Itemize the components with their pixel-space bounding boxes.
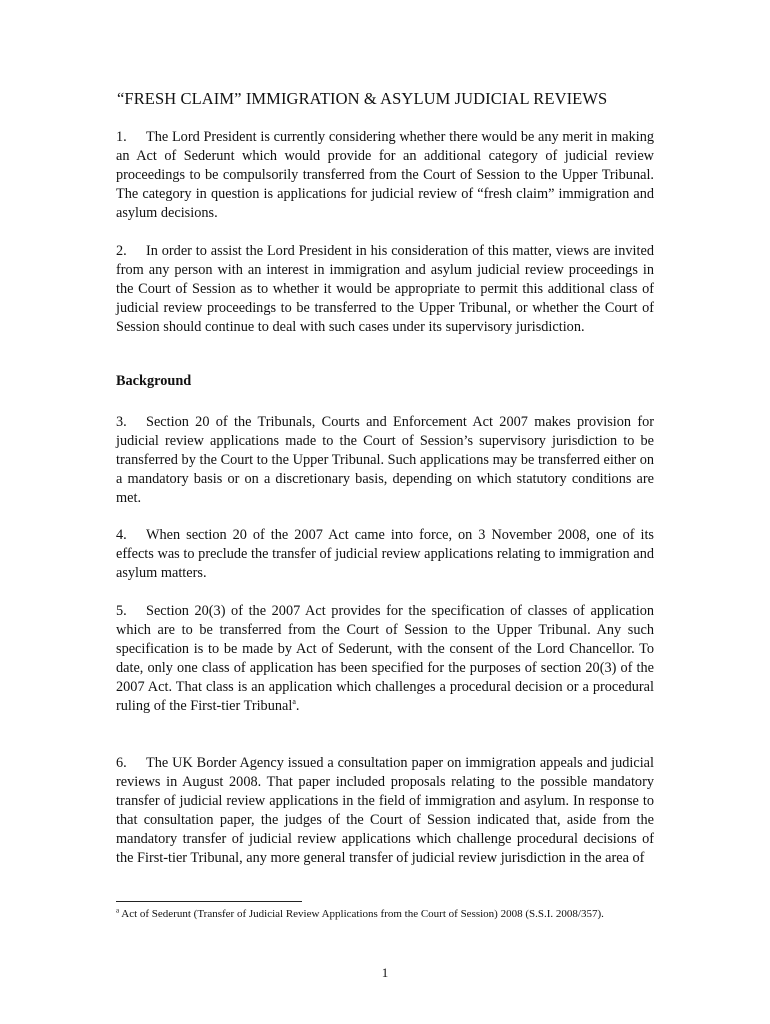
document-title: “FRESH CLAIM” IMMIGRATION & ASYLUM JUDICIAL REVIEWS xyxy=(117,89,608,108)
paragraph-1 xyxy=(116,128,654,223)
section-heading-background: Background xyxy=(116,373,192,389)
paragraph-text: The UK Border Agency issued a consultation paper on immigration appeals and judicial reviews in August 2008. That paper included proposals relating to the possible mandatory transfer of judicial review applications in the field of immigration and asylum. In response to that consultation paper, the judges of the Court of Session indicated that, aside from the mandatory transfer of judicial review applications which challenge procedural decisions of the First-tier Tribunal, any more general transfer of judicial review jurisdiction in the area of xyxy=(116,755,654,866)
paragraph-text: The Lord President is currently considering whether there would be any merit in making an Act of Sederunt which would provide for an additional category of judicial review proceedings to be compulsorily transferred from the Court of Session to the Upper Tribunal. The category in question is applications for judicial review of “fresh claim” immigration and asylum decisions. xyxy=(116,129,654,221)
paragraph-text-end: . xyxy=(295,698,300,714)
footnote xyxy=(116,907,636,922)
page-number: 1 xyxy=(381,965,389,980)
paragraph-text: Section 20(3) of the 2007 Act provides for the specification of classes of application which are to be transferred from the Court of Session to the Upper Tribunal. Any such specification is to be made by Act of Sederunt, with the consent of the Lord Chancellor. To date, only one class of application has been specified for the purposes of section 20(3) of the 2007 Act. That class is an application which challenges a procedural decision or a procedural ruling of the First-tier Tribunal xyxy=(116,603,654,714)
paragraph-text: When section 20 of the 2007 Act came into force, on 3 November 2008, one of its effects was to preclude the transfer of judicial review applications relating to immigration and asylum matters. xyxy=(116,527,654,581)
paragraph-text: Section 20 of the Tribunals, Courts and Enforcement Act 2007 makes provision for judicial review applications made to the Court of Session’s supervisory jurisdiction to be transferred by the Court to the Upper Tribunal. Such applications may be transferred either on a mandatory basis or on a discretionary basis, depending on which statutory conditions are met. xyxy=(116,414,654,506)
paragraph-5 xyxy=(116,602,654,716)
footnote-text: Act of Sederunt (Transfer of Judicial Review Applications from the Court of Session) 2008 (S.S.I. 2008/357). xyxy=(121,908,604,920)
paragraph-number: 6. xyxy=(116,755,127,771)
paragraph-number: 5. xyxy=(116,603,127,619)
paragraph-3 xyxy=(116,413,654,508)
footnote-divider xyxy=(116,901,302,902)
paragraph-number: 4. xyxy=(116,527,127,543)
footnote-marker: a xyxy=(116,906,120,915)
paragraph-6 xyxy=(116,754,654,868)
paragraph-2 xyxy=(116,242,654,337)
paragraph-4 xyxy=(116,526,654,583)
paragraph-number: 1. xyxy=(116,129,127,145)
paragraph-number: 3. xyxy=(116,414,127,430)
paragraph-text: In order to assist the Lord President in his consideration of this matter, views are invited from any person with an interest in immigration and asylum judicial review proceedings in the Court of Session as to whether it would be appropriate to permit this additional class of judicial review proceedings to be transferred to the Upper Tribunal, or whether the Court of Session should continue to deal with such cases under its supervisory jurisdiction. xyxy=(116,243,654,335)
footnote-marker[interactable]: a xyxy=(292,697,296,707)
paragraph-number: 2. xyxy=(116,243,127,259)
